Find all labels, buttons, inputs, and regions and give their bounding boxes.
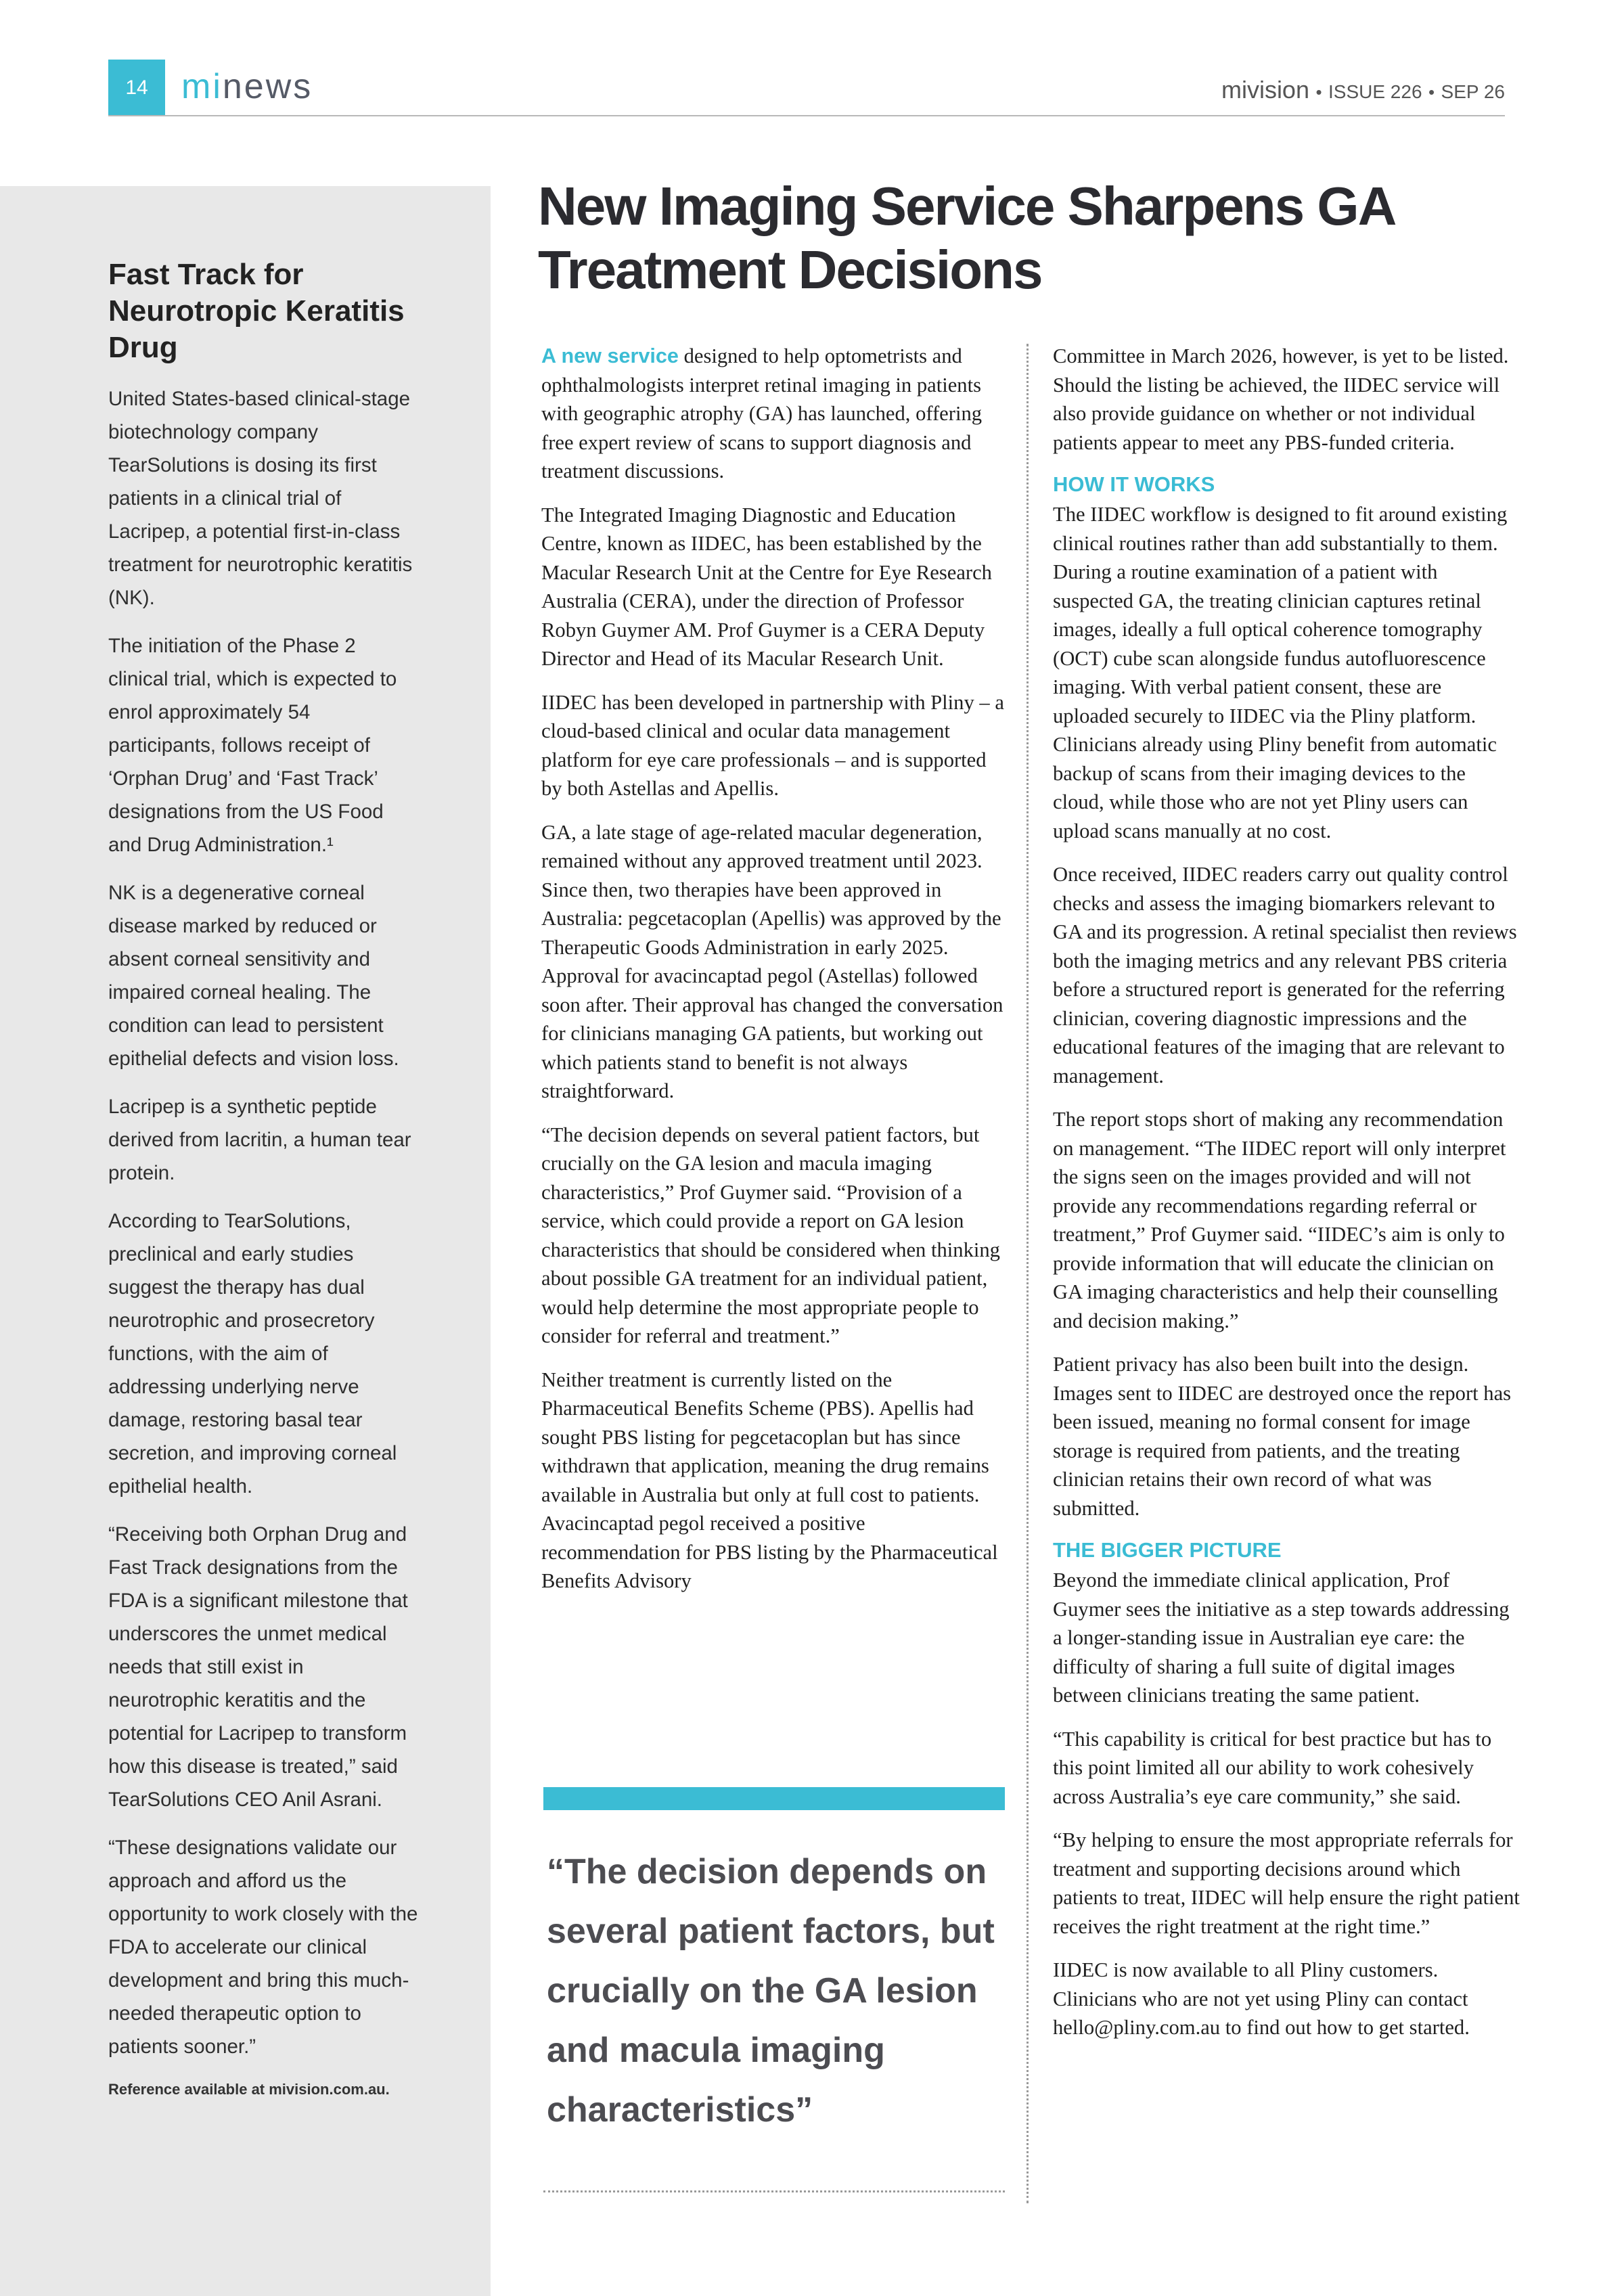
article-headline: New Imaging Service Sharpens GA Treatment Decisions	[538, 176, 1394, 300]
issue-number: ISSUE 226	[1328, 81, 1422, 102]
article-paragraph: GA, a late stage of age-related macular degeneration, remained without any approved treatment until 2023. Since then, two therapies have been approved in Australia: pegcetacoplan (Apellis) was approved by the Therapeutic Goods Administration in early 2025. Approval for avacincaptad pegol (Astellas) followed soon after. Their approval has changed the conversation for clinicians managing GA patients, but working out which patients stand to benefit is not always straightforward.	[541, 820, 1003, 1102]
article-column-left	[541, 342, 1008, 1611]
column-divider	[1027, 344, 1029, 2203]
article-paragraph: IIDEC is now available to all Pliny customers. Clinicians who are not yet using Pliny can contact hello@pliny.com.au to find out how to get started.	[1053, 1958, 1470, 2039]
section-logo	[181, 65, 313, 108]
sidebar-paragraph: The initiation of the Phase 2 clinical trial, which is expected to enrol approximately 54 participants, follows receipt of ‘Orphan Drug’ and ‘Fast Track’ designations from the US Food and Drug Administration.¹	[108, 635, 397, 856]
article-intro-text: designed to help optometrists and ophthalmologists interpret retinal imaging in patients with geographic atrophy (GA) has launched, offering free expert review of scans to support diagnosis and treatment discussions.	[541, 344, 983, 482]
article-paragraph: Once received, IIDEC readers carry out quality control checks and assess the imaging biomarkers relevant to GA and its progression. A retinal specialist then reviews both the imaging metrics and any relevant PBS criteria before a structured report is generated for the referring clinician, covering diagnostic impressions and the educational features of the imaging that are relevant to management.	[1053, 863, 1517, 1087]
date-separator: •	[1428, 82, 1435, 102]
issue-date: SEP 26	[1441, 81, 1505, 102]
article-paragraph: IIDEC has been developed in partnership with Pliny – a cloud-based clinical and ocular data management platform for eye care professionals – and is supported by both Astellas and Apellis.	[541, 690, 1004, 800]
magazine-name: mivision	[1221, 76, 1309, 104]
sidebar-paragraph: United States-based clinical-stage biotechnology company TearSolutions is dosing its first patients in a clinical trial of Lacripep, a potential first-in-class treatment for neurotrophic keratitis (NK).	[108, 388, 413, 609]
article-paragraph: The Integrated Imaging Diagnostic and Education Centre, known as IIDEC, has been established by the Macular Research Unit at the Centre for Eye Research Australia (CERA), under the direction of Professor Robyn Guymer AM. Prof Guymer is a CERA Deputy Director and Head of its Macular Research Unit.	[541, 503, 992, 670]
sidebar-paragraph: According to TearSolutions, preclinical and early studies suggest the therapy has dual neurotrophic and prosecretory functions, with the aim of addressing underlying nerve damage, restoring basal tear secretion, and improving corneal epithelial health.	[108, 1210, 397, 1498]
article-paragraph: Committee in March 2026, however, is yet to be listed. Should the listing be achieved, the IIDEC service will also provide guidance on whether or not individual patients appear to meet any PBS-funded criteria.	[1053, 344, 1509, 454]
subheading-how-it-works: HOW IT WORKS	[1053, 472, 1215, 496]
section-logo-rest: news	[222, 67, 313, 106]
article-paragraph: The IIDEC workflow is designed to fit around existing clinical routines rather than add substantially to them. During a routine examination of a patient with suspected GA, the treating clinician captures retinal images, ideally a full optical coherence tomography (OCT) cube scan alongside fundus autofluorescence imaging. With verbal patient consent, these are uploaded securely to IIDEC via the Pliny platform. Clinicians already using Pliny benefit from automatic backup of scans from their imaging devices to the cloud, while those who are not yet Pliny users can upload scans manually at no cost.	[1053, 503, 1508, 842]
issue-separator: •	[1315, 82, 1322, 102]
header-divider	[108, 115, 1505, 116]
article-paragraph: “The decision depends on several patient factors, but crucially on the GA lesion and macula imaging characteristics,” Prof Guymer said. “Provision of a service, which could provide a report on GA lesion characteristics that should be considered when thinking about possible GA treatment for an individual patient, would help determine the most appropriate people to consider for referral and treatment.”	[541, 1123, 1000, 1347]
page-number: 14	[108, 60, 165, 116]
sidebar-reference: Reference available at mivision.com.au.	[108, 2081, 390, 2098]
article-paragraph: “This capability is critical for best practice but has to this point limited all our ability to work cohesively across Australia’s eye care community,” she said.	[1053, 1727, 1492, 1808]
article-intro-paragraph	[541, 342, 1008, 486]
pull-quote: “The decision depends on several patient factors, but crucially on the GA lesion and macula imaging characteristics”	[547, 1852, 995, 2130]
article-paragraph: Neither treatment is currently listed on the Pharmaceutical Benefits Scheme (PBS). Apellis had sought PBS listing for pegcetacoplan but has since withdrawn that application, meaning the drug remains available in Australia but only at full cost to patients. Avacincaptad pegol received a positive recommendation for PBS listing by the Pharmaceutical Benefits Advisory	[541, 1368, 998, 1592]
issue-info	[1221, 76, 1505, 104]
section-logo-accent: mi	[181, 67, 223, 106]
article-paragraph: Beyond the immediate clinical application, Prof Guymer sees the initiative as a step towards addressing a longer-standing issue in Australian eye care: the difficulty of sharing a full suite of digital images between clinicians treating the same patient.	[1053, 1569, 1510, 1707]
pull-quote-divider	[543, 2190, 1005, 2192]
sidebar-title: Fast Track for Neurotropic Keratitis Drug	[108, 258, 405, 364]
article-paragraph: The report stops short of making any recommendation on management. “The IIDEC report will only interpret the signs seen on the images provided and will not provide any recommendations regarding referral or treatment,” Prof Guymer said. “IIDEC’s aim is only to provide information that will educate the clinician on GA imaging characteristics and help their counselling and decision making.”	[1053, 1108, 1506, 1332]
article-paragraph: Patient privacy has also been built into the design. Images sent to IIDEC are destroyed once the report has been issued, meaning no formal consent for image storage is required from patients, and the treating clinician retains their own record of what was submitted.	[1053, 1353, 1512, 1520]
sidebar-paragraph: “Receiving both Orphan Drug and Fast Track designations from the FDA is a significant milestone that underscores the unmet medical needs that still exist in neurotrophic keratitis and the potential for Lacripep to transform how this disease is treated,” said TearSolutions CEO Anil Asrani.	[108, 1523, 408, 1811]
article-lead-in: A new service	[541, 344, 679, 367]
subheading-bigger-picture: THE BIGGER PICTURE	[1053, 1538, 1282, 1562]
sidebar-paragraph: Lacripep is a synthetic peptide derived from lacritin, a human tear protein.	[108, 1096, 411, 1184]
article-paragraph: “By helping to ensure the most appropriate referrals for treatment and supporting decisions around which patients to treat, IIDEC will help ensure the right patient receives the right treatment at the right time.”	[1053, 1828, 1520, 1938]
sidebar-paragraph: NK is a degenerative corneal disease marked by reduced or absent corneal sensitivity and impaired corneal healing. The condition can lead to persistent epithelial defects and vision loss.	[108, 882, 399, 1070]
sidebar-panel	[0, 186, 491, 2296]
sidebar-article	[108, 256, 420, 2098]
sidebar-paragraph: “These designations validate our approach and afford us the opportunity to work closely with the FDA to accelerate our clinical development and bring this much-needed therapeutic option to patients sooner.”	[108, 1837, 418, 2058]
pull-quote-bar	[543, 1787, 1005, 1810]
article-column-right	[1053, 342, 1520, 2057]
